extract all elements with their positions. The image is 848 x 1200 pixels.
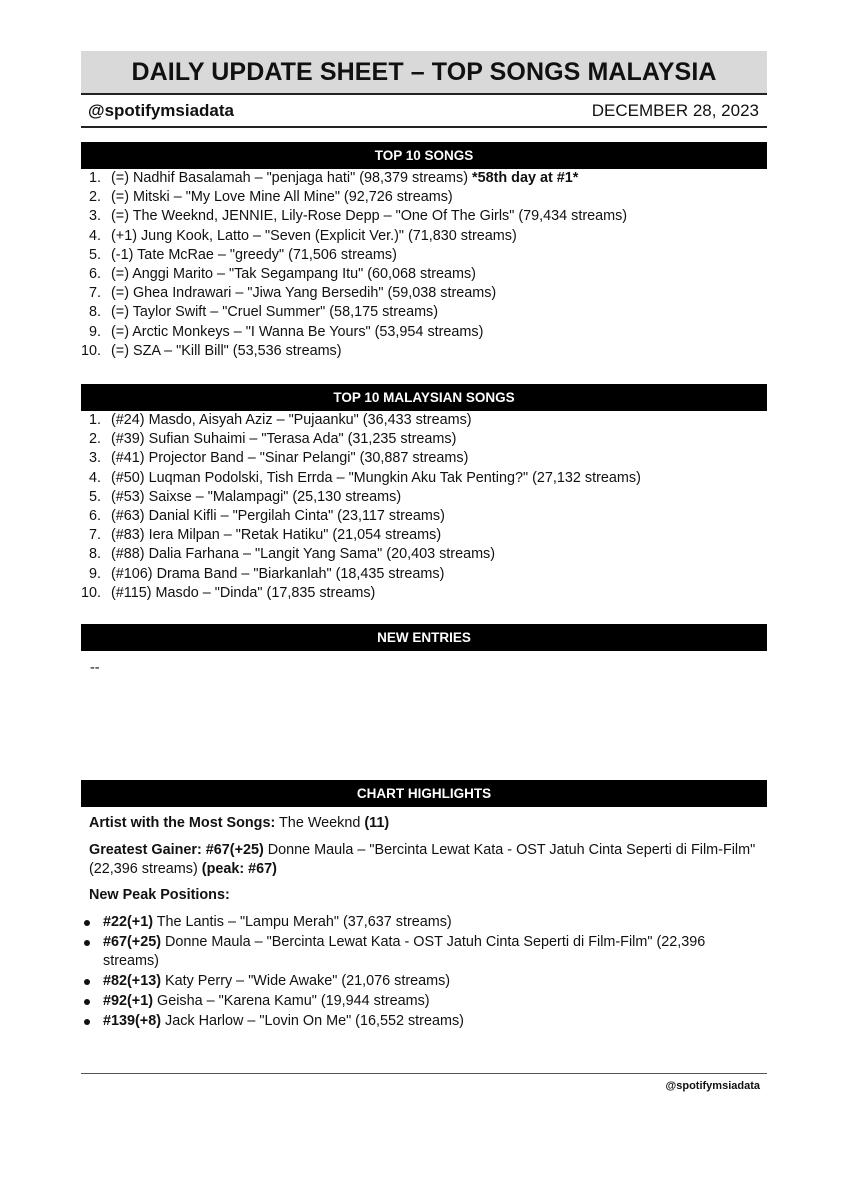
streak-note: *58th day at #1*: [471, 170, 579, 186]
song-entry: (#83) Iera Milpan – "Retak Hatiku" (21,054 streams): [111, 527, 442, 544]
gainer-text: Donne Maula – "Bercinta Lewat Kata - OST Jatuh Cinta Seperti di Film-Film" (22,396 streams): [89, 841, 756, 878]
list-item: [81, 565, 767, 584]
list-item: [81, 303, 767, 322]
list-item: [81, 488, 767, 507]
song-entry: (#24) Masdo, Aisyah Aziz – "Pujaanku" (36,433 streams): [111, 412, 472, 429]
song-entry: (=) Nadhif Basalamah – "penjaga hati" (98,379 streams): [111, 170, 472, 186]
most-songs-count: (11): [364, 815, 390, 832]
peak-position: #22(+1): [103, 914, 154, 931]
list-item: [81, 992, 767, 1012]
list-item: [81, 342, 767, 361]
list-item: [81, 323, 767, 342]
rank-number: 5.: [88, 246, 101, 263]
rank-number: 10.: [81, 342, 102, 359]
most-songs-artist: The Weeknd: [275, 815, 365, 832]
rank-number: 8.: [88, 304, 101, 321]
rank-number: 5.: [88, 488, 101, 505]
rank-number: 2.: [88, 189, 101, 206]
gainer-label: Greatest Gainer: #67(+25): [89, 841, 264, 858]
song-entry: (#50) Luqman Podolski, Tish Errda – "Mungkin Aku Tak Penting?" (27,132 streams): [111, 469, 641, 486]
content: [81, 51, 767, 1031]
list-item: [81, 284, 767, 303]
song-entry: (=) SZA – "Kill Bill" (53,536 streams): [111, 342, 342, 359]
rank-number: 9.: [88, 565, 101, 582]
song-entry: (=) Taylor Swift – "Cruel Summer" (58,175 streams): [111, 304, 439, 321]
peak-entry: Donne Maula – "Bercinta Lewat Kata - OST Jatuh Cinta Seperti di Film-Film" (22,396 streams): [103, 933, 706, 970]
peak-position: #67(+25): [103, 933, 162, 950]
new-entries-heading-label: NEW ENTRIES: [377, 630, 471, 646]
song-entry: (#106) Drama Band – "Biarkanlah" (18,435 streams): [111, 565, 445, 582]
new-entries-value: --: [90, 660, 100, 677]
song-entry: (=) Ghea Indrawari – "Jiwa Yang Bersedih" (59,038 streams): [111, 285, 497, 302]
list-item: [81, 1012, 767, 1032]
list-item: [81, 449, 767, 468]
malaysian-heading: [81, 384, 767, 411]
rank-number: 4.: [88, 469, 101, 486]
highlights-body: [81, 814, 767, 905]
list-item: [81, 972, 767, 992]
malaysian-list: [81, 411, 767, 603]
song-entry: (=) The Weeknd, JENNIE, Lily-Rose Depp – "One Of The Girls" (79,434 streams): [111, 208, 628, 225]
list-item: [81, 584, 767, 603]
peak-entry: Geisha – "Karena Kamu" (19,944 streams): [153, 992, 430, 1009]
highlights-heading: [81, 780, 767, 807]
song-entry: (#63) Danial Kifli – "Pergilah Cinta" (23,117 streams): [111, 508, 445, 525]
song-entry: (#41) Projector Band – "Sinar Pelangi" (30,887 streams): [111, 450, 469, 467]
list-item: [81, 430, 767, 449]
rank-number: 7.: [88, 527, 101, 544]
rank-number: 8.: [88, 546, 101, 563]
list-item: [81, 188, 767, 207]
list-item: [81, 265, 767, 284]
greatest-gainer-line: [89, 841, 767, 880]
song-entry: (#39) Sufian Suhaimi – "Terasa Ada" (31,235 streams): [111, 431, 457, 448]
rank-number: 6.: [88, 508, 101, 525]
list-item: [81, 169, 767, 188]
song-entry: (=) Anggi Marito – "Tak Segampang Itu" (60,068 streams): [111, 266, 476, 283]
song-entry: (#53) Saixse – "Malampagi" (25,130 streams): [111, 488, 402, 505]
song-entry: (#115) Masdo – "Dinda" (17,835 streams): [111, 584, 376, 601]
rank-number: 6.: [88, 266, 101, 283]
peak-position: #82(+13): [103, 973, 162, 990]
song-entry: (+1) Jung Kook, Latto – "Seven (Explicit Ver.)" (71,830 streams): [111, 227, 517, 244]
song-entry: (=) Mitski – "My Love Mine All Mine" (92,726 streams): [111, 189, 453, 206]
malaysian-heading-label: TOP 10 MALAYSIAN SONGS: [333, 390, 515, 406]
most-songs-line: [89, 814, 767, 834]
rank-number: 1.: [88, 412, 101, 429]
top10-heading-label: TOP 10 SONGS: [374, 148, 474, 163]
bullet-icon: [84, 1019, 90, 1025]
list-item: [81, 545, 767, 564]
rank-number: 10.: [81, 584, 102, 601]
sheet-date: DECEMBER 28, 2023: [591, 100, 759, 120]
bullet-icon: [84, 920, 90, 926]
list-item: [81, 933, 767, 972]
rank-number: 1.: [88, 170, 101, 186]
most-songs-label: Artist with the Most Songs:: [89, 815, 276, 832]
rank-number: 9.: [88, 323, 101, 340]
new-peaks-list: [81, 913, 767, 1031]
gainer-peak: (peak: #67): [201, 861, 277, 878]
rank-number: 3.: [88, 208, 101, 225]
bullet-icon: [84, 979, 90, 985]
list-item: [81, 913, 767, 933]
footer-divider: [81, 1073, 767, 1074]
top10-heading: [81, 142, 767, 169]
peak-entry: Katy Perry – "Wide Awake" (21,076 streams): [161, 973, 451, 990]
peak-entry: The Lantis – "Lampu Merah" (37,637 streams): [153, 914, 452, 931]
account-handle: @spotifymsiadata: [88, 100, 235, 120]
peak-position: #92(+1): [103, 992, 154, 1009]
page-title: DAILY UPDATE SHEET – TOP SONGS MALAYSIA: [131, 57, 717, 86]
new-peaks-label: [89, 886, 767, 906]
song-entry: (#88) Dalia Farhana – "Langit Yang Sama" (20,403 streams): [111, 546, 496, 563]
rank-number: 3.: [88, 450, 101, 467]
highlights-heading-label: CHART HIGHLIGHTS: [356, 786, 492, 802]
rank-number: 2.: [88, 431, 101, 448]
new-entries-heading: [81, 624, 767, 651]
rank-number: 7.: [88, 285, 101, 302]
list-item: [81, 526, 767, 545]
list-item: [81, 469, 767, 488]
peak-entry: Jack Harlow – "Lovin On Me" (16,552 streams): [161, 1012, 464, 1029]
new-peaks-label-text: New Peak Positions:: [89, 886, 230, 903]
list-item: [81, 246, 767, 265]
list-item: [81, 207, 767, 226]
song-entry: (-1) Tate McRae – "greedy" (71,506 streams): [111, 246, 397, 263]
rank-number: 4.: [88, 227, 101, 244]
list-item: [81, 227, 767, 246]
bullet-icon: [84, 999, 90, 1005]
peak-position: #139(+8): [103, 1012, 162, 1029]
list-item: [81, 411, 767, 430]
top10-list: [81, 169, 767, 361]
song-entry: (=) Arctic Monkeys – "I Wanna Be Yours" (53,954 streams): [111, 323, 484, 340]
footer-handle: @spotifymsiadata: [665, 1080, 760, 1092]
list-item: [81, 507, 767, 526]
bullet-icon: [84, 940, 90, 946]
